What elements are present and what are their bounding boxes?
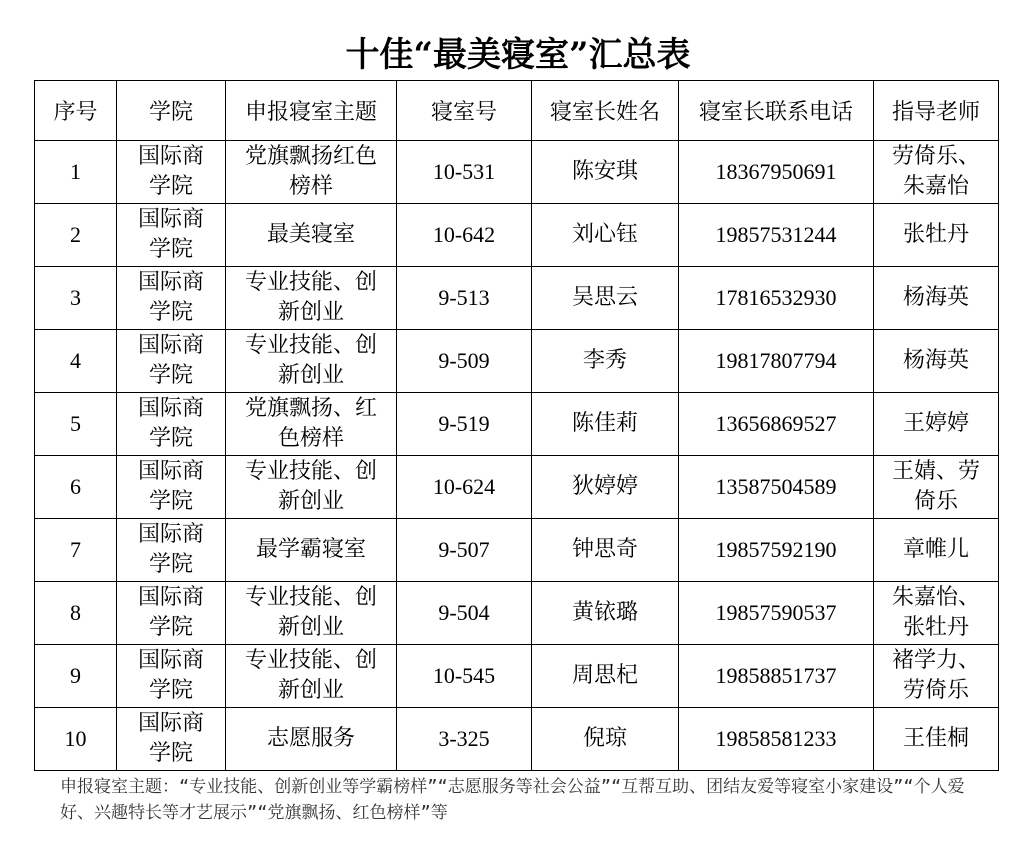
cell-index: 2	[35, 204, 117, 267]
table-row	[35, 456, 999, 519]
table-row	[35, 519, 999, 582]
cell-teacher-line: 倚乐	[913, 489, 958, 514]
table-row	[35, 645, 999, 708]
cell-teacher	[874, 645, 999, 708]
cell-index: 9	[35, 645, 117, 708]
cell-index: 1	[35, 141, 117, 204]
header-college: 学院	[117, 81, 226, 141]
cell-teacher	[874, 393, 999, 456]
cell-theme-line: 专业技能、创	[244, 648, 377, 673]
cell-room: 9-504	[397, 582, 532, 645]
cell-room: 3-325	[397, 708, 532, 771]
cell-college	[117, 708, 226, 771]
cell-room: 10-624	[397, 456, 532, 519]
cell-teacher-line: 王婷婷	[902, 411, 969, 436]
cell-index: 5	[35, 393, 117, 456]
cell-college-line: 国际商	[137, 333, 204, 358]
table-row	[35, 582, 999, 645]
cell-teacher	[874, 519, 999, 582]
header-teacher: 指导老师	[874, 81, 999, 141]
cell-college-line: 国际商	[137, 207, 204, 232]
cell-college-line: 国际商	[137, 459, 204, 484]
cell-college	[117, 267, 226, 330]
cell-leader: 陈佳莉	[532, 393, 679, 456]
cell-index: 4	[35, 330, 117, 393]
footnote: 申报寝室主题：“专业技能、创新创业等学霸榜样”“志愿服务等社会公益”“互帮互助、团结友爱等寝室小家建设”“个人爱好、兴趣特长等才艺展示”“党旗飘扬、红色榜样”等	[60, 777, 965, 823]
cell-theme-line: 专业技能、创	[244, 333, 377, 358]
cell-theme-line: 党旗飘扬、红	[244, 396, 377, 421]
cell-room: 9-519	[397, 393, 532, 456]
cell-college	[117, 141, 226, 204]
cell-theme-line: 新创业	[277, 615, 344, 640]
cell-college	[117, 519, 226, 582]
cell-index: 6	[35, 456, 117, 519]
cell-theme	[226, 330, 397, 393]
cell-college-line: 国际商	[137, 711, 204, 736]
cell-teacher	[874, 708, 999, 771]
cell-theme-line: 新创业	[277, 489, 344, 514]
cell-theme-line: 专业技能、创	[244, 585, 377, 610]
cell-theme-line: 专业技能、创	[244, 459, 377, 484]
cell-theme	[226, 456, 397, 519]
cell-teacher-line: 王婧、劳	[891, 459, 980, 484]
cell-index: 3	[35, 267, 117, 330]
cell-phone: 13587504589	[679, 456, 874, 519]
cell-college-line: 学院	[148, 552, 193, 577]
cell-teacher-line: 褚学力、	[891, 648, 980, 673]
cell-theme	[226, 582, 397, 645]
cell-teacher-line: 章帷儿	[902, 537, 969, 562]
cell-theme	[226, 645, 397, 708]
cell-college-line: 学院	[148, 615, 193, 640]
cell-phone: 18367950691	[679, 141, 874, 204]
cell-teacher	[874, 204, 999, 267]
cell-room: 9-507	[397, 519, 532, 582]
cell-teacher-line: 劳倚乐、	[891, 144, 980, 169]
cell-phone: 13656869527	[679, 393, 874, 456]
cell-leader: 狄婷婷	[532, 456, 679, 519]
cell-teacher-line: 杨海英	[902, 285, 969, 310]
cell-college-line: 学院	[148, 489, 193, 514]
cell-theme	[226, 519, 397, 582]
cell-college-line: 国际商	[137, 585, 204, 610]
cell-teacher-line: 张牡丹	[902, 615, 969, 640]
cell-phone: 17816532930	[679, 267, 874, 330]
cell-teacher-line: 朱嘉怡、	[891, 585, 980, 610]
header-phone: 寝室长联系电话	[679, 81, 874, 141]
cell-teacher-line: 朱嘉怡	[902, 174, 969, 199]
cell-college	[117, 456, 226, 519]
cell-theme-line: 榜样	[288, 174, 333, 199]
cell-leader: 刘心钰	[532, 204, 679, 267]
cell-room: 9-509	[397, 330, 532, 393]
cell-index: 10	[35, 708, 117, 771]
cell-college-line: 国际商	[137, 270, 204, 295]
cell-theme	[226, 267, 397, 330]
cell-teacher	[874, 330, 999, 393]
cell-college	[117, 645, 226, 708]
cell-theme	[226, 204, 397, 267]
header-leader: 寝室长姓名	[532, 81, 679, 141]
table-row	[35, 204, 999, 267]
cell-college-line: 国际商	[137, 648, 204, 673]
cell-room: 9-513	[397, 267, 532, 330]
summary-table	[34, 80, 999, 771]
cell-phone: 19817807794	[679, 330, 874, 393]
cell-theme	[226, 708, 397, 771]
cell-college-line: 学院	[148, 678, 193, 703]
cell-index: 8	[35, 582, 117, 645]
cell-leader: 倪琼	[532, 708, 679, 771]
cell-college	[117, 393, 226, 456]
header-row	[35, 81, 999, 141]
cell-theme-line: 最学霸寝室	[255, 537, 366, 562]
cell-phone: 19858851737	[679, 645, 874, 708]
cell-leader: 黄铱璐	[532, 582, 679, 645]
cell-theme	[226, 393, 397, 456]
cell-leader: 陈安琪	[532, 141, 679, 204]
cell-college	[117, 582, 226, 645]
cell-college-line: 学院	[148, 237, 193, 262]
cell-college-line: 学院	[148, 741, 193, 766]
header-index: 序号	[35, 81, 117, 141]
cell-college-line: 国际商	[137, 396, 204, 421]
cell-theme-line: 志愿服务	[266, 726, 355, 751]
cell-theme-line: 最美寝室	[266, 222, 355, 247]
cell-leader: 周思杞	[532, 645, 679, 708]
cell-phone: 19857590537	[679, 582, 874, 645]
cell-theme-line: 党旗飘扬红色	[244, 144, 377, 169]
cell-room: 10-545	[397, 645, 532, 708]
cell-phone: 19858581233	[679, 708, 874, 771]
table-row	[35, 330, 999, 393]
cell-college-line: 学院	[148, 363, 193, 388]
cell-teacher	[874, 456, 999, 519]
cell-theme-line: 专业技能、创	[244, 270, 377, 295]
cell-index: 7	[35, 519, 117, 582]
cell-leader: 吴思云	[532, 267, 679, 330]
cell-college-line: 学院	[148, 426, 193, 451]
cell-theme-line: 新创业	[277, 363, 344, 388]
cell-teacher	[874, 267, 999, 330]
table-row	[35, 267, 999, 330]
cell-college-line: 国际商	[137, 144, 204, 169]
cell-college-line: 学院	[148, 174, 193, 199]
cell-theme-line: 新创业	[277, 678, 344, 703]
cell-teacher-line: 王佳桐	[902, 726, 969, 751]
table-row	[35, 708, 999, 771]
header-room: 寝室号	[397, 81, 532, 141]
cell-phone: 19857531244	[679, 204, 874, 267]
page-title: 十佳“最美寝室”汇总表	[345, 35, 691, 75]
table-row	[35, 393, 999, 456]
cell-teacher	[874, 582, 999, 645]
cell-theme-line: 新创业	[277, 300, 344, 325]
table-row	[35, 141, 999, 204]
cell-teacher-line: 劳倚乐	[902, 678, 969, 703]
cell-college-line: 国际商	[137, 522, 204, 547]
cell-college	[117, 330, 226, 393]
cell-leader: 李秀	[532, 330, 679, 393]
cell-teacher-line: 杨海英	[902, 348, 969, 373]
cell-theme	[226, 141, 397, 204]
cell-college	[117, 204, 226, 267]
cell-room: 10-642	[397, 204, 532, 267]
cell-college-line: 学院	[148, 300, 193, 325]
cell-teacher-line: 张牡丹	[902, 222, 969, 247]
cell-phone: 19857592190	[679, 519, 874, 582]
cell-room: 10-531	[397, 141, 532, 204]
cell-leader: 钟思奇	[532, 519, 679, 582]
header-theme: 申报寝室主题	[226, 81, 397, 141]
cell-theme-line: 色榜样	[277, 426, 344, 451]
cell-teacher	[874, 141, 999, 204]
